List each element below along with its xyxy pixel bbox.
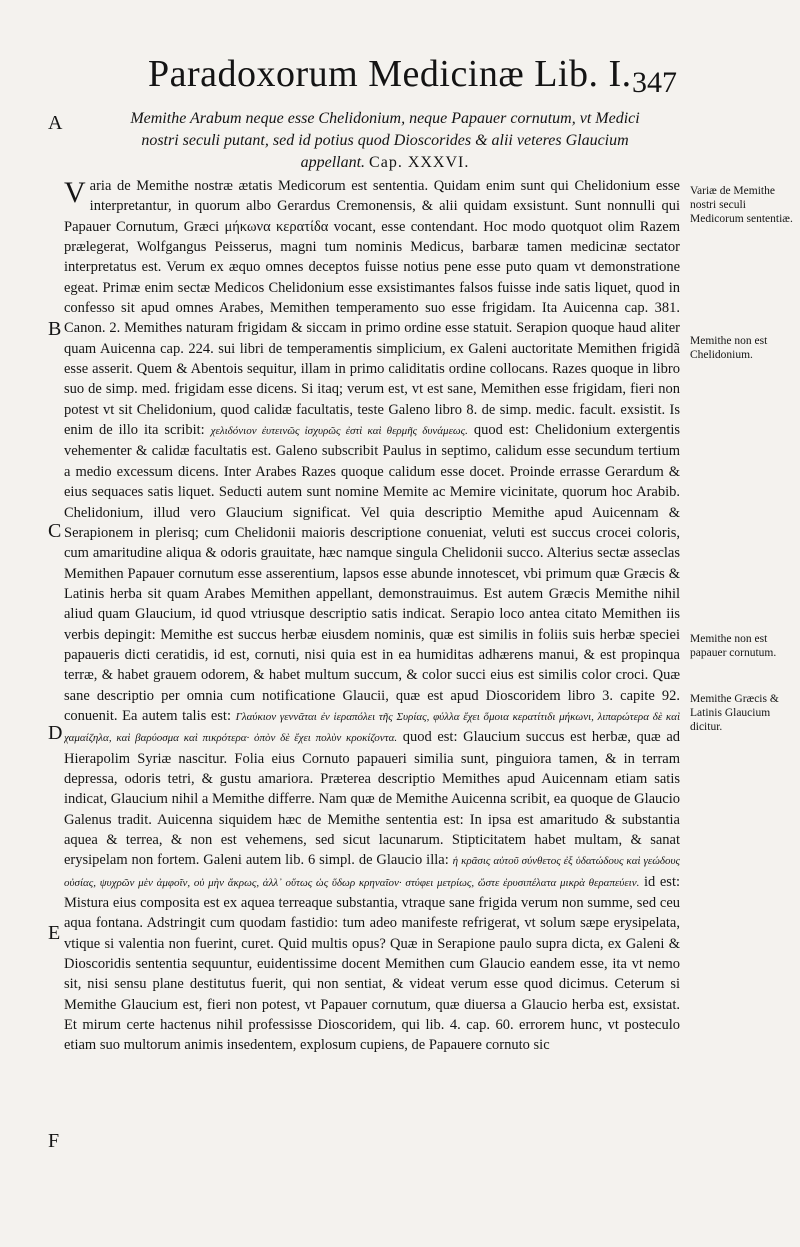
page-header: [0, 52, 800, 104]
greek-quotation: ἡ κρᾶσις αὐτοῦ σύνθετος ἐξ ὑδατώδους καὶ γεώδους οὐσίας, ψυχρῶν μὲν ἀμφοῖν, οὐ μὴν ἄκρως, ἀλλ᾽ οὕτως ὡς ὕδωρ κρηναῖον· στύφει μετρίως, ὥστε ἐρυσιπέλατα μικρὰ θεραπεύειν.: [64, 855, 680, 889]
greek-quotation: Γλαύκιον γεννᾶται ἐν ἱεραπόλει τῆς Συρίας, φύλλα ἔχει ὅμοια κερατίτιδι μήκωνι, λιπαρώτερα δὲ καὶ χαμαίζηλα, καὶ βαρύοσμα καὶ πικρότερα· ὀπὸν δὲ ἔχει πολὺν κροκίζοντα.: [64, 710, 680, 745]
page-number: 347: [632, 66, 677, 99]
greek-quotation: χελιδόνιον ἐυτεινῶς ἰσχυρῶς ἐστὶ καὶ θερμῆς δυνάμεως.: [210, 425, 468, 438]
body-text: [64, 176, 680, 1236]
section-letter-e: E: [48, 922, 61, 944]
chapter-heading: [112, 108, 658, 174]
section-letter-d: D: [48, 722, 63, 744]
drop-cap: V: [64, 176, 86, 209]
text-run: aria de Memithe nostræ ætatis Medicorum est sententia. Quidam enim sunt qui Chelidonium esse interpretantur, in quorum albo Gerardus Cremonensis, & alii quidam exsistunt. Sunt nonnulli qui Papauer Cornutum, Græci μήκωνα κερατίδα vocant, esse contendant. Hoc modo quotquot olim Razem prælegerat, Wolfgangus Peisserus, magni tum nominis Medicus, barbaræ tamen medicinæ sectator interpretatus est. Verum ex æquo omnes deceptos fuisse notius pene esse puto quam vt demonstratione egeat. Primæ enim sectæ Medicos Chelidonium esse exsistimantes falsos fuisse inde satis liquet, quod in confesso sit apud omnes Arabes, Memithen temperamento suo esse frigidam. Ita Auicenna cap. 381. Canon. 2. Memithes naturam frigidam & siccam in primo ordine esse statuit. Serapion quoque haud aliter quam Auicenna cap. 224. sui libri de temperamentis simplicium, ex Galeni auctoritate Memithen frigidã esse asserit. Quem & Abentois sequitur, illam in primo caliditatis ordine collocans. Razes quoque in libro suo de simp. med. frigidam esse dicens. Si itaq; verum est, vt est sane, Memithen esse frigidam, fieri non potest vt sit Chelidonium, quod calidæ facultatis, teste Galeno libro 8. de simp. medic. facult. exsistit. Is enim de illo ita scribit:: [64, 178, 680, 439]
chapter-number: Cap. XXXVI.: [369, 154, 470, 171]
section-letter-c: C: [48, 520, 62, 542]
paragraph: [64, 176, 680, 1056]
marginal-note: Memithe non est papauer cornutum.: [690, 633, 777, 659]
text-run: quod est: Chelidonium extergentis vehementer & calidæ facultatis est. Galeno subscribit Paulus in septimo, calidum esse secundum tertium a medio excessum dicens. Inter Arabes Razes quoque calidum esse docet. Proinde errasse Gerardum & eius sequaces satis liquet. Seducti autem sunt nomine Memite ac Memire vicinitate, quorum hoc Arabib. Chelidonium, illud vero Glaucium significat. Vel quia descriptio Memithe apud Auicennam & Serapionem in plerisq; cum Chelidonii maioris descriptione conueniat, veluti est succus crocei coloris, cum amaritudine aliqua & odoris grauitate, hæc namque singula Chelidonii succo. Alterius sectæ asseclas Memithen Papauer cornutum esse asserentium, lapsos esse abunde innotescet, vbi primum quæ Græcis & Latinis herba sit quam Arabes Memithen appellant, demonstrauimus. Est autem Græcis Memithe nihil aliud quam Glaucium, id quod vtriusque descriptio satis indicat. Serapio loco antea citato Memithen iis verbis depingit: Memithe est succus herbæ eiusdem nominis, quæ est similis in foliis suis herbæ speciei papaueris dicti ceratidis, id est, cornuti, nisi quia est in ea humiditas adhærens manui, & est propinqua terræ, & habet grauem odorem, & habet multum succum, & color succi eius est similis color croci. Quæ sane descriptio per omnia cum notificatione Glaucii, quæ est apud Dioscoridem libro 3. capite 92. conuenit. Ea autem talis est:: [64, 422, 680, 724]
chapter-title: Memithe Arabum neque esse Chelidonium, neque Papauer cornutum, vt Medici nostri seculi putant, sed id potius quod Dioscorides & alii veteres Glaucium appellant.: [130, 110, 640, 171]
section-letter-a: A: [48, 112, 63, 134]
marginal-note: Memithe non est Chelidonium.: [690, 335, 768, 361]
text-run: quod est: Glaucium succus est herbæ, quæ ad Hierapolim Syriæ nascitur. Folia eius Cornuto papaueri similia sunt, pinguiora tamen, & in terram depressa, odoris tetri, & gustu amariora. Præterea descriptio Memithes apud Auicennam etiam satis indicat, Glaucium nihil a Memithe differre. Nam quæ de Memithe Auicenna scribit, ea quoque de Glaucio Galenus tradit. Auicenna siquidem hæc de Memithe sententia est: In ipsa est amaritudo & substantia aquea & terrea, & non est vehemens, sed sicut lacunarum. Stipticitatem habet multam, & sanat erysipelam non fortem. Galeni autem lib. 6 simpl. de Glaucio illa:: [64, 729, 680, 869]
section-letter-b: B: [48, 318, 62, 340]
section-letter-f: F: [48, 1130, 60, 1152]
text-run: id est: Mistura eius composita est ex aquea terreaque substantia, vtraque sane frigida verum non summe, sed ceu aqua fontana. Adstringit cum quodam fastidio: tum adeo manifeste refrigerat, vt solum sæpe erysipelata, vtique si valentia non fuerint, curet. Quid multis opus? Quæ in Serapione paulo supra dicta, ex Galeni & Dioscoridis sententia sequuntur, euidentissime docent Memithen cum Glaucio eandem esse, ita vt nemo sit, nisi sensu plane destitutus fuerit, qui non sentiat, & videat verum esse quod dicimus. Ceterum si Memithe Glaucium est, fieri non potest, vt Papauer cornutum, quæ diuersa a Glaucio herba est, exsistat. Et mirum certe hactenus nihil professisse Dioscoridem, qui lib. 4. cap. 60. errorem hunc, vt posteculo etiam suo multorum animis insedentem, explosum cupiens, de Papauere cornuto sic: [64, 873, 680, 1054]
marginal-note: Memithe Græcis & Latinis Glaucium dicitur.: [690, 693, 779, 733]
marginal-note: Variæ de Memithe nostri seculi Medicorum sententiæ.: [690, 185, 793, 225]
running-title: Paradoxorum Medicinæ Lib. I.: [148, 53, 632, 95]
